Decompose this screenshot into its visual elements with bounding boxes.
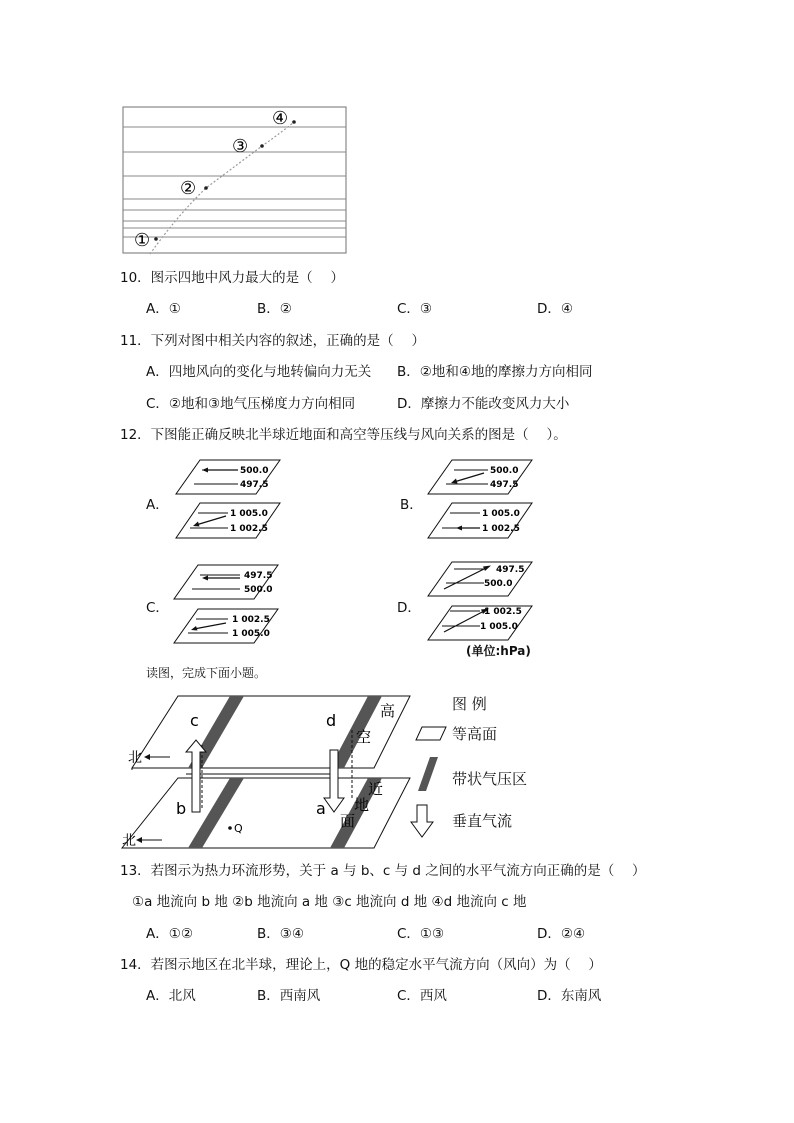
reading-instruction: 读图，完成下面小题。 xyxy=(146,666,267,680)
q10-stem: 10．图示四地中风力最大的是（ ） xyxy=(120,270,344,286)
a-lower-2: 1 002.5 xyxy=(230,524,268,534)
q10-option-b[interactable]: B．② xyxy=(257,301,292,317)
unit-label: (单位:hPa) xyxy=(466,644,531,658)
a-upper-2: 497.5 xyxy=(240,480,269,490)
q10-option-d[interactable]: D．④ xyxy=(537,301,573,317)
q11-stem: 11．下列对图中相关内容的叙述，正确的是（ ） xyxy=(120,333,425,349)
diagram-b xyxy=(424,458,536,544)
q11-option-b[interactable]: B．②地和④地的摩擦力方向相同 xyxy=(397,364,593,380)
label-c: c xyxy=(190,711,199,730)
north-label-bottom: 北 xyxy=(122,833,136,849)
q13-option-d[interactable]: D．②④ xyxy=(537,926,586,942)
north-label-top: 北 xyxy=(128,750,142,766)
point-label-2: ② xyxy=(180,178,197,199)
q11-option-d[interactable]: D．摩擦力不能改变风力大小 xyxy=(397,396,570,412)
b-lower-2: 1 002.5 xyxy=(482,524,520,534)
airflow-legend-icon xyxy=(410,804,434,838)
q12-option-c[interactable]: C． xyxy=(146,600,169,616)
band-legend-icon xyxy=(416,756,440,792)
label-d: d xyxy=(326,711,337,730)
d-lower-1: 1 002.5 xyxy=(484,607,522,617)
b-upper-1: 500.0 xyxy=(490,466,519,476)
q11-option-a[interactable]: A．四地风向的变化与地转偏向力无关 xyxy=(146,364,372,380)
near-3: 面 xyxy=(340,812,356,830)
q12-stem: 12．下图能正确反映北半球近地面和高空等压线与风向关系的图是（ ）。 xyxy=(120,427,567,443)
diagram-a xyxy=(172,458,284,544)
d-upper-2: 500.0 xyxy=(484,579,513,589)
c-upper-2: 500.0 xyxy=(244,585,273,595)
plane-legend-icon xyxy=(414,726,448,742)
legend-plane: 等高面 xyxy=(452,725,498,743)
a-upper-1: 500.0 xyxy=(240,466,269,476)
wind-path xyxy=(150,122,294,254)
point-label-1: ① xyxy=(134,230,151,251)
q14-option-c[interactable]: C．西风 xyxy=(397,988,447,1004)
label-q: Q xyxy=(234,822,243,835)
a-lower-1: 1 005.0 xyxy=(230,509,268,519)
circulation-figure xyxy=(118,690,418,852)
legend-band: 带状气压区 xyxy=(452,770,528,788)
diagram-d xyxy=(424,560,536,646)
q14-option-d[interactable]: D．东南风 xyxy=(537,988,602,1004)
high-2: 空 xyxy=(356,728,372,746)
label-b: b xyxy=(176,799,187,818)
near-1: 近 xyxy=(368,780,384,798)
q13-option-c[interactable]: C．①③ xyxy=(397,926,445,942)
q12-option-d[interactable]: D． xyxy=(397,600,421,616)
diagram-c xyxy=(170,563,282,649)
label-a: a xyxy=(316,799,326,818)
q13-option-a[interactable]: A．①② xyxy=(146,926,193,942)
b-upper-2: 497.5 xyxy=(490,480,519,490)
q11-option-c[interactable]: C．②地和③地气压梯度力方向相同 xyxy=(146,396,356,412)
d-upper-1: 497.5 xyxy=(496,565,525,575)
q13-stem: 13．若图示为热力环流形势，关于 a 与 b、c 与 d 之间的水平气流方向正确的是（ ） xyxy=(120,863,646,879)
q10-option-a[interactable]: A．① xyxy=(146,301,181,317)
c-lower-2: 1 005.0 xyxy=(232,629,270,639)
c-upper-1: 497.5 xyxy=(244,571,273,581)
point-label-4: ④ xyxy=(272,108,289,129)
q14-option-b[interactable]: B．西南风 xyxy=(257,988,321,1004)
q12-option-a[interactable]: A． xyxy=(146,497,169,513)
c-lower-1: 1 002.5 xyxy=(232,615,270,625)
d-lower-2: 1 005.0 xyxy=(480,622,518,632)
high-1: 高 xyxy=(380,702,396,720)
legend-airflow: 垂直气流 xyxy=(452,812,513,830)
q13-option-b[interactable]: B．③④ xyxy=(257,926,304,942)
q14-option-a[interactable]: A．北风 xyxy=(146,988,196,1004)
b-lower-1: 1 005.0 xyxy=(482,509,520,519)
point-label-3: ③ xyxy=(232,136,249,157)
q13-items: ①a 地流向 b 地 ②b 地流向 a 地 ③c 地流向 d 地 ④d 地流向 c 地 xyxy=(132,894,527,910)
near-2: 地 xyxy=(354,796,370,814)
q12-option-b[interactable]: B． xyxy=(400,497,423,513)
isobar-figure xyxy=(122,106,348,256)
q10-option-c[interactable]: C．③ xyxy=(397,301,433,317)
legend-title: 图 例 xyxy=(452,695,487,713)
q14-stem: 14．若图示地区在北半球，理论上，Q 地的稳定水平气流方向（风向）为（ ） xyxy=(120,957,602,973)
